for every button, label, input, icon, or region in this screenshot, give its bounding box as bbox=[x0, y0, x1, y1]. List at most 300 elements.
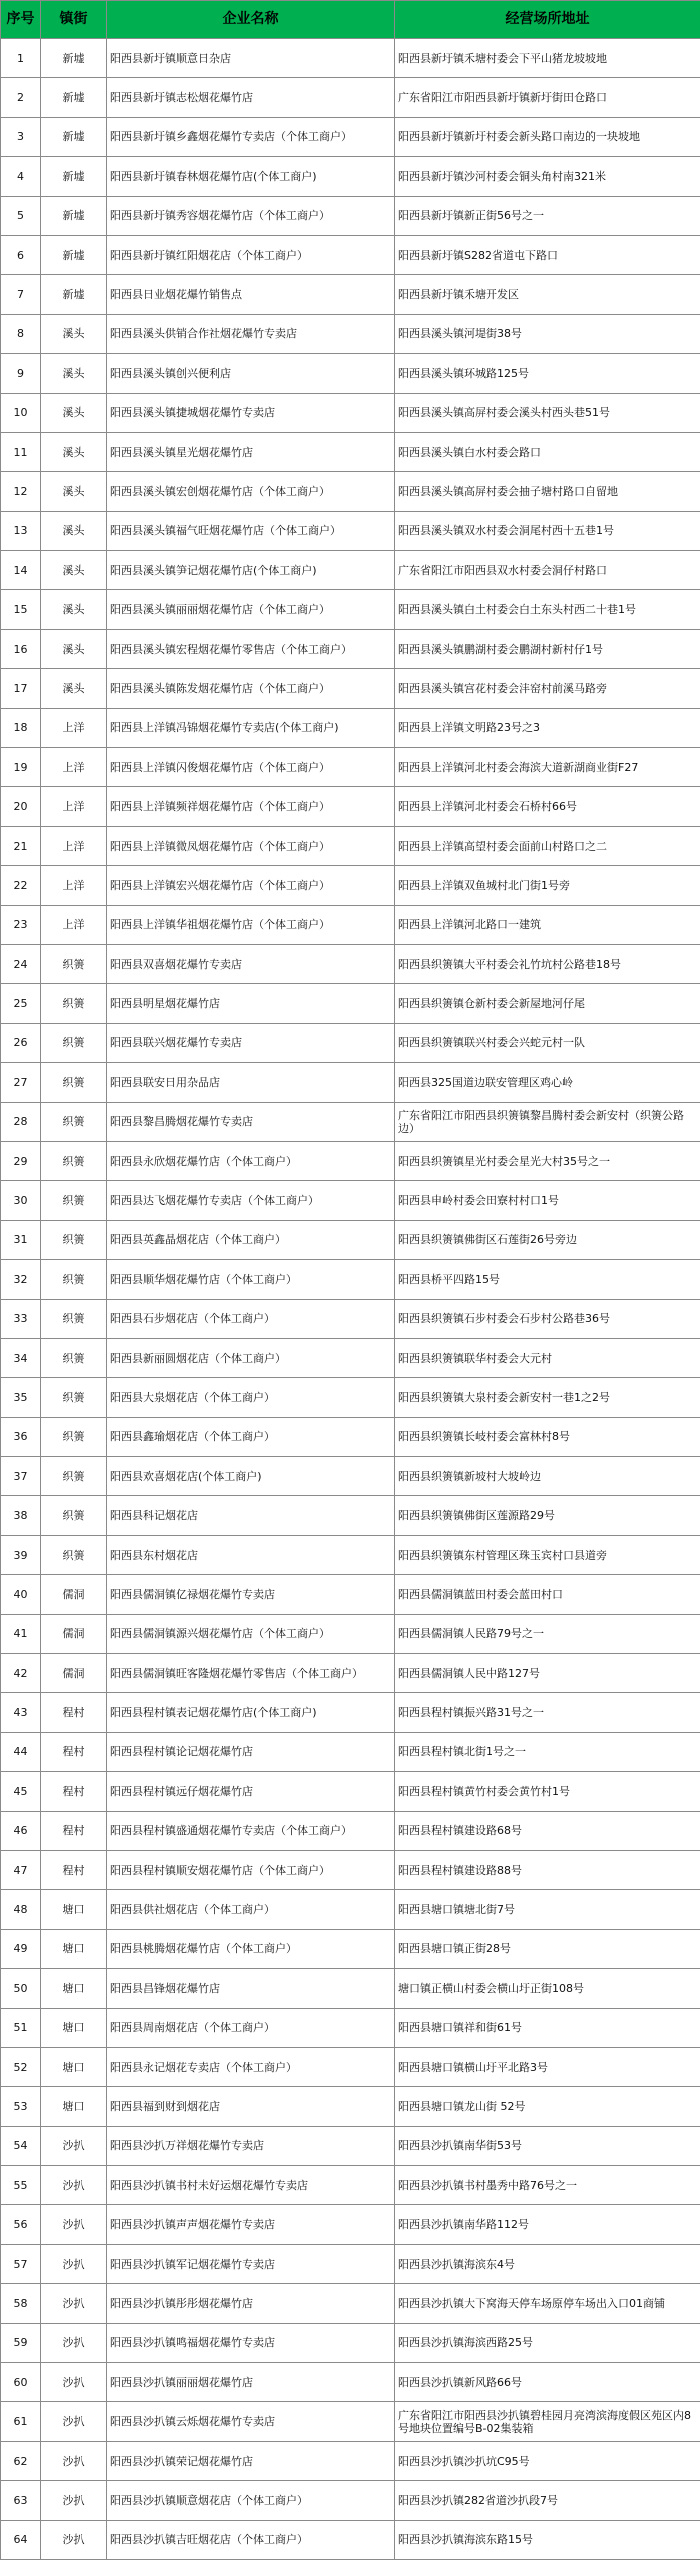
cell-no: 12 bbox=[1, 472, 41, 511]
cell-name: 阳西县上洋镇微凤烟花爆竹店（个体工商户） bbox=[107, 826, 395, 865]
table-row bbox=[1, 2047, 700, 2086]
table-row bbox=[1, 629, 700, 668]
cell-no: 34 bbox=[1, 1338, 41, 1377]
cell-name: 阳西县程村镇顺安烟花爆竹店（个体工商户） bbox=[107, 1850, 395, 1889]
cell-name: 阳西县溪头镇笋记烟花爆竹店(个体工商户) bbox=[107, 551, 395, 590]
table-row bbox=[1, 748, 700, 787]
cell-name: 阳西县供社烟花店（个体工商户） bbox=[107, 1890, 395, 1929]
cell-town: 塘口 bbox=[41, 1969, 107, 2008]
cell-addr: 阳西县织箦镇仓新村委会新屋地河仔尾 bbox=[395, 984, 700, 1023]
cell-no: 38 bbox=[1, 1496, 41, 1535]
cell-addr: 阳西县沙扒镇南华街53号 bbox=[395, 2126, 700, 2165]
cell-name: 阳西县双喜烟花爆竹专卖店 bbox=[107, 944, 395, 983]
cell-addr: 阳西县儒洞镇人民中路127号 bbox=[395, 1654, 700, 1693]
table-row bbox=[1, 866, 700, 905]
cell-name: 阳西县新圩镇志松烟花爆竹店 bbox=[107, 78, 395, 117]
cell-town: 沙扒 bbox=[41, 2166, 107, 2205]
cell-town: 溪头 bbox=[41, 432, 107, 471]
cell-town: 沙扒 bbox=[41, 2284, 107, 2323]
cell-town: 儒洞 bbox=[41, 1654, 107, 1693]
cell-name: 阳西县程村镇远仔烟花爆竹店 bbox=[107, 1772, 395, 1811]
cell-name: 阳西县福到财到烟花店 bbox=[107, 2087, 395, 2126]
cell-name: 阳西县溪头镇福气旺烟花爆竹店（个体工商户） bbox=[107, 511, 395, 550]
cell-town: 程村 bbox=[41, 1693, 107, 1732]
cell-addr: 阳西县沙扒镇海滨东4号 bbox=[395, 2244, 700, 2283]
table-row bbox=[1, 1772, 700, 1811]
table-row bbox=[1, 551, 700, 590]
table-row bbox=[1, 2481, 700, 2520]
cell-no: 26 bbox=[1, 1023, 41, 1062]
cell-town: 织箦 bbox=[41, 1220, 107, 1259]
cell-addr: 阳西县上洋镇高望村委会面前山村路口之二 bbox=[395, 826, 700, 865]
cell-town: 沙扒 bbox=[41, 2244, 107, 2283]
table-row bbox=[1, 2363, 700, 2402]
cell-addr: 阳西县溪头镇宫花村委会沣窑村前溪马路旁 bbox=[395, 669, 700, 708]
cell-town: 织箦 bbox=[41, 1260, 107, 1299]
cell-no: 13 bbox=[1, 511, 41, 550]
cell-no: 51 bbox=[1, 2008, 41, 2047]
cell-town: 新墟 bbox=[41, 157, 107, 196]
cell-name: 阳西县溪头镇星光烟花爆竹店 bbox=[107, 432, 395, 471]
cell-addr: 阳西县儒洞镇人民路79号之一 bbox=[395, 1614, 700, 1653]
cell-town: 织箦 bbox=[41, 1417, 107, 1456]
cell-addr: 阳西县织箦镇石步村委会石步村公路巷36号 bbox=[395, 1299, 700, 1338]
cell-no: 22 bbox=[1, 866, 41, 905]
cell-no: 19 bbox=[1, 748, 41, 787]
cell-addr: 阳西县程村镇黄竹村委会黄竹村1号 bbox=[395, 1772, 700, 1811]
cell-addr: 阳西县程村镇振兴路31号之一 bbox=[395, 1693, 700, 1732]
cell-town: 上洋 bbox=[41, 866, 107, 905]
cell-town: 溪头 bbox=[41, 314, 107, 353]
cell-no: 16 bbox=[1, 629, 41, 668]
cell-name: 阳西县程村镇表记烟花爆竹店(个体工商户) bbox=[107, 1693, 395, 1732]
cell-addr: 阳西县溪头镇双水村委会洞尾村西十五巷1号 bbox=[395, 511, 700, 550]
table-row bbox=[1, 1102, 700, 1141]
table-row bbox=[1, 275, 700, 314]
table-row bbox=[1, 1457, 700, 1496]
cell-name: 阳西县新圩镇秀容烟花爆竹店（个体工商户） bbox=[107, 196, 395, 235]
cell-addr: 阳西县溪头镇环城路125号 bbox=[395, 354, 700, 393]
cell-town: 程村 bbox=[41, 1811, 107, 1850]
cell-town: 沙扒 bbox=[41, 2402, 107, 2441]
cell-no: 60 bbox=[1, 2363, 41, 2402]
cell-no: 4 bbox=[1, 157, 41, 196]
header-no: 序号 bbox=[1, 1, 41, 39]
cell-town: 沙扒 bbox=[41, 2481, 107, 2520]
cell-addr: 阳西县上洋镇双鱼城村北门街1号旁 bbox=[395, 866, 700, 905]
cell-addr: 阳西县织箦镇联兴村委会兴蛇元村一队 bbox=[395, 1023, 700, 1062]
cell-no: 28 bbox=[1, 1102, 41, 1141]
table-row bbox=[1, 511, 700, 550]
cell-addr: 阳西县织箦镇佛街区石莲街26号旁边 bbox=[395, 1220, 700, 1259]
cell-name: 阳西县上洋镇冯锦烟花爆竹专卖店(个体工商户) bbox=[107, 708, 395, 747]
cell-addr: 阳西县溪头镇白土村委会白土东头村西二十巷1号 bbox=[395, 590, 700, 629]
cell-no: 44 bbox=[1, 1732, 41, 1771]
cell-addr: 阳西县上洋镇河北路口一建筑 bbox=[395, 905, 700, 944]
cell-addr: 阳西县塘口镇龙山街 52号 bbox=[395, 2087, 700, 2126]
cell-addr: 阳西县织箦镇星光村委会星光大村35号之一 bbox=[395, 1141, 700, 1180]
cell-town: 溪头 bbox=[41, 472, 107, 511]
cell-town: 上洋 bbox=[41, 826, 107, 865]
cell-addr: 阳西县新圩镇S282省道屯下路口 bbox=[395, 235, 700, 274]
cell-no: 21 bbox=[1, 826, 41, 865]
cell-addr: 阳西县沙扒镇南华路112号 bbox=[395, 2205, 700, 2244]
cell-no: 63 bbox=[1, 2481, 41, 2520]
table-row bbox=[1, 1969, 700, 2008]
header-row bbox=[1, 1, 700, 39]
cell-no: 52 bbox=[1, 2047, 41, 2086]
cell-name: 阳西县沙扒镇军记烟花爆竹专卖店 bbox=[107, 2244, 395, 2283]
table-row bbox=[1, 1811, 700, 1850]
cell-no: 20 bbox=[1, 787, 41, 826]
cell-no: 62 bbox=[1, 2441, 41, 2480]
table-row bbox=[1, 2244, 700, 2283]
table-row bbox=[1, 2008, 700, 2047]
cell-no: 40 bbox=[1, 1575, 41, 1614]
cell-addr: 阳西县织箦镇东村管理区珠玉宾村口县道旁 bbox=[395, 1535, 700, 1574]
table-row bbox=[1, 984, 700, 1023]
cell-no: 9 bbox=[1, 354, 41, 393]
table-row bbox=[1, 432, 700, 471]
cell-addr: 阳西县溪头镇高屏村委会抽子塘村路口自留地 bbox=[395, 472, 700, 511]
cell-no: 36 bbox=[1, 1417, 41, 1456]
cell-town: 溪头 bbox=[41, 629, 107, 668]
cell-town: 织箦 bbox=[41, 1141, 107, 1180]
cell-addr: 广东省阳江市阳西县沙扒镇碧桂园月亮湾滨海度假区苑区内8号地块位置编号B-02集装箱 bbox=[395, 2402, 700, 2441]
cell-addr: 阳西县新圩镇新正街56号之一 bbox=[395, 196, 700, 235]
cell-name: 阳西县溪头供销合作社烟花爆竹专卖店 bbox=[107, 314, 395, 353]
cell-addr: 阳西县程村镇建设路88号 bbox=[395, 1850, 700, 1889]
cell-no: 53 bbox=[1, 2087, 41, 2126]
header-name: 企业名称 bbox=[107, 1, 395, 39]
cell-name: 阳西县上洋镇宏兴烟花爆竹店（个体工商户） bbox=[107, 866, 395, 905]
cell-town: 新墟 bbox=[41, 235, 107, 274]
cell-addr: 阳西县织箦镇佛街区莲源路29号 bbox=[395, 1496, 700, 1535]
cell-addr: 广东省阳江市阳西县织箦镇黎昌腾村委会新安村（织箦公路边） bbox=[395, 1102, 700, 1141]
cell-addr: 阳西县沙扒镇新风路66号 bbox=[395, 2363, 700, 2402]
table-row bbox=[1, 1260, 700, 1299]
table-row bbox=[1, 2402, 700, 2441]
cell-town: 织箦 bbox=[41, 984, 107, 1023]
cell-no: 57 bbox=[1, 2244, 41, 2283]
cell-addr: 阳西县塘口镇祥和街61号 bbox=[395, 2008, 700, 2047]
cell-town: 新墟 bbox=[41, 39, 107, 78]
cell-town: 程村 bbox=[41, 1772, 107, 1811]
cell-name: 阳西县沙扒镇顺意烟花店（个体工商户） bbox=[107, 2481, 395, 2520]
cell-name: 阳西县沙扒镇云烁烟花爆竹专卖店 bbox=[107, 2402, 395, 2441]
header-town: 镇街 bbox=[41, 1, 107, 39]
cell-addr: 阳西县织箦镇新坡村大坡岭边 bbox=[395, 1457, 700, 1496]
cell-no: 8 bbox=[1, 314, 41, 353]
cell-name: 阳西县石步烟花店（个体工商户） bbox=[107, 1299, 395, 1338]
cell-addr: 阳西县沙扒镇大下窝海天停车场原停车场出入口01商铺 bbox=[395, 2284, 700, 2323]
cell-name: 阳西县明星烟花爆竹店 bbox=[107, 984, 395, 1023]
cell-name: 阳西县黎昌腾烟花爆竹专卖店 bbox=[107, 1102, 395, 1141]
cell-no: 45 bbox=[1, 1772, 41, 1811]
cell-no: 32 bbox=[1, 1260, 41, 1299]
cell-no: 25 bbox=[1, 984, 41, 1023]
table-row bbox=[1, 2166, 700, 2205]
cell-town: 程村 bbox=[41, 1732, 107, 1771]
cell-addr: 阳西县溪头镇河堤街38号 bbox=[395, 314, 700, 353]
cell-addr: 阳西县溪头镇鹏湖村委会鹏湖村新村仔1号 bbox=[395, 629, 700, 668]
cell-no: 15 bbox=[1, 590, 41, 629]
table-row bbox=[1, 1575, 700, 1614]
cell-no: 11 bbox=[1, 432, 41, 471]
table-row bbox=[1, 1693, 700, 1732]
cell-no: 2 bbox=[1, 78, 41, 117]
table-row bbox=[1, 1378, 700, 1417]
table-row bbox=[1, 1220, 700, 1259]
cell-addr: 阳西县溪头镇白水村委会路口 bbox=[395, 432, 700, 471]
cell-addr: 阳西县塘口镇正街28号 bbox=[395, 1929, 700, 1968]
table-row bbox=[1, 2205, 700, 2244]
cell-town: 上洋 bbox=[41, 905, 107, 944]
cell-name: 阳西县昌锋烟花爆竹店 bbox=[107, 1969, 395, 2008]
table-row bbox=[1, 393, 700, 432]
cell-addr: 阳西县沙扒镇沙扒坑C95号 bbox=[395, 2441, 700, 2480]
cell-town: 沙扒 bbox=[41, 2126, 107, 2165]
cell-name: 阳西县溪头镇丽丽烟花爆竹店（个体工商户） bbox=[107, 590, 395, 629]
cell-addr: 阳西县沙扒镇282省道沙扒段7号 bbox=[395, 2481, 700, 2520]
cell-name: 阳西县永欣烟花爆竹店（个体工商户） bbox=[107, 1141, 395, 1180]
cell-no: 6 bbox=[1, 235, 41, 274]
table-body bbox=[1, 39, 700, 2560]
cell-name: 阳西县欢喜烟花店(个体工商户) bbox=[107, 1457, 395, 1496]
cell-name: 阳西县永记烟花专卖店（个体工商户） bbox=[107, 2047, 395, 2086]
cell-name: 阳西县科记烟花店 bbox=[107, 1496, 395, 1535]
table-row bbox=[1, 1850, 700, 1889]
cell-town: 溪头 bbox=[41, 590, 107, 629]
cell-name: 阳西县新圩镇顺意日杂店 bbox=[107, 39, 395, 78]
cell-town: 塘口 bbox=[41, 2087, 107, 2126]
cell-name: 阳西县溪头镇捷城烟花爆竹专卖店 bbox=[107, 393, 395, 432]
table-row bbox=[1, 39, 700, 78]
cell-no: 46 bbox=[1, 1811, 41, 1850]
cell-addr: 阳西县塘口镇横山圩平北路3号 bbox=[395, 2047, 700, 2086]
cell-addr: 阳西县新圩镇禾塘开发区 bbox=[395, 275, 700, 314]
table-row bbox=[1, 2284, 700, 2323]
cell-addr: 塘口镇正横山村委会横山圩正街108号 bbox=[395, 1969, 700, 2008]
cell-name: 阳西县英鑫晶烟花店（个体工商户） bbox=[107, 1220, 395, 1259]
header-addr: 经营场所地址 bbox=[395, 1, 700, 39]
cell-town: 儒洞 bbox=[41, 1575, 107, 1614]
cell-name: 阳西县沙扒镇书村未好运烟花爆竹专卖店 bbox=[107, 2166, 395, 2205]
cell-town: 沙扒 bbox=[41, 2323, 107, 2362]
cell-no: 56 bbox=[1, 2205, 41, 2244]
cell-town: 溪头 bbox=[41, 393, 107, 432]
cell-town: 织箦 bbox=[41, 1457, 107, 1496]
cell-no: 10 bbox=[1, 393, 41, 432]
cell-no: 61 bbox=[1, 2402, 41, 2441]
cell-town: 织箦 bbox=[41, 1102, 107, 1141]
cell-name: 阳西县儒洞镇源兴烟花爆竹店（个体工商户） bbox=[107, 1614, 395, 1653]
table-row bbox=[1, 235, 700, 274]
cell-no: 30 bbox=[1, 1181, 41, 1220]
cell-no: 49 bbox=[1, 1929, 41, 1968]
cell-no: 54 bbox=[1, 2126, 41, 2165]
cell-addr: 阳西县上洋镇河北村委会石桥村66号 bbox=[395, 787, 700, 826]
cell-no: 42 bbox=[1, 1654, 41, 1693]
table-row bbox=[1, 787, 700, 826]
table-row bbox=[1, 2126, 700, 2165]
cell-town: 新墟 bbox=[41, 78, 107, 117]
cell-no: 48 bbox=[1, 1890, 41, 1929]
cell-name: 阳西县鑫瑜烟花店（个体工商户） bbox=[107, 1417, 395, 1456]
cell-town: 织箦 bbox=[41, 1338, 107, 1377]
cell-no: 64 bbox=[1, 2520, 41, 2559]
table-row bbox=[1, 590, 700, 629]
cell-no: 37 bbox=[1, 1457, 41, 1496]
cell-town: 儒洞 bbox=[41, 1614, 107, 1653]
cell-town: 沙扒 bbox=[41, 2520, 107, 2559]
cell-town: 溪头 bbox=[41, 354, 107, 393]
cell-name: 阳西县新圩镇红阳烟花店（个体工商户） bbox=[107, 235, 395, 274]
cell-addr: 广东省阳江市阳西县双水村委会洞仔村路口 bbox=[395, 551, 700, 590]
cell-name: 阳西县周南烟花店（个体工商户） bbox=[107, 2008, 395, 2047]
cell-name: 阳西县上洋镇闪俊烟花爆竹店（个体工商户） bbox=[107, 748, 395, 787]
cell-addr: 阳西县程村镇建设路68号 bbox=[395, 1811, 700, 1850]
cell-town: 织箦 bbox=[41, 1378, 107, 1417]
cell-addr: 阳西县沙扒镇海滨东路15号 bbox=[395, 2520, 700, 2559]
cell-town: 织箦 bbox=[41, 1496, 107, 1535]
cell-no: 18 bbox=[1, 708, 41, 747]
table-row bbox=[1, 157, 700, 196]
cell-town: 织箦 bbox=[41, 1535, 107, 1574]
cell-town: 上洋 bbox=[41, 748, 107, 787]
cell-town: 织箦 bbox=[41, 1063, 107, 1102]
cell-town: 沙扒 bbox=[41, 2363, 107, 2402]
table-row bbox=[1, 117, 700, 156]
cell-name: 阳西县达飞烟花爆竹专卖店（个体工商户） bbox=[107, 1181, 395, 1220]
cell-town: 程村 bbox=[41, 1850, 107, 1889]
table-row bbox=[1, 905, 700, 944]
cell-no: 35 bbox=[1, 1378, 41, 1417]
cell-name: 阳西县上洋镇频祥烟花爆竹店（个体工商户） bbox=[107, 787, 395, 826]
cell-town: 塘口 bbox=[41, 1890, 107, 1929]
cell-no: 1 bbox=[1, 39, 41, 78]
cell-addr: 阳西县桥平四路15号 bbox=[395, 1260, 700, 1299]
cell-no: 58 bbox=[1, 2284, 41, 2323]
cell-addr: 阳西县溪头镇高屏村委会溪头村西头巷51号 bbox=[395, 393, 700, 432]
cell-name: 阳西县联安日用杂品店 bbox=[107, 1063, 395, 1102]
cell-no: 31 bbox=[1, 1220, 41, 1259]
table-row bbox=[1, 1417, 700, 1456]
cell-addr: 阳西县织箦镇大泉村委会新安村一巷1之2号 bbox=[395, 1378, 700, 1417]
cell-name: 阳西县桃腾烟花爆竹店（个体工商户） bbox=[107, 1929, 395, 1968]
table-row bbox=[1, 314, 700, 353]
cell-name: 阳西县联兴烟花爆竹专卖店 bbox=[107, 1023, 395, 1062]
cell-name: 阳西县新圩镇春林烟花爆竹店(个体工商户) bbox=[107, 157, 395, 196]
cell-town: 织箦 bbox=[41, 1181, 107, 1220]
cell-no: 17 bbox=[1, 669, 41, 708]
cell-addr: 阳西县程村镇北街1号之一 bbox=[395, 1732, 700, 1771]
table-row bbox=[1, 669, 700, 708]
table-row bbox=[1, 1654, 700, 1693]
cell-town: 溪头 bbox=[41, 669, 107, 708]
table-row bbox=[1, 1732, 700, 1771]
table-row bbox=[1, 708, 700, 747]
cell-town: 塘口 bbox=[41, 1929, 107, 1968]
cell-name: 阳西县新丽圆烟花店（个体工商户） bbox=[107, 1338, 395, 1377]
cell-addr: 阳西县新圩镇禾塘村委会下平山猪龙坡坡地 bbox=[395, 39, 700, 78]
table-row bbox=[1, 1063, 700, 1102]
cell-town: 新墟 bbox=[41, 275, 107, 314]
table-row bbox=[1, 2087, 700, 2126]
cell-name: 阳西县新圩镇乡鑫烟花爆竹专卖店（个体工商户） bbox=[107, 117, 395, 156]
cell-no: 41 bbox=[1, 1614, 41, 1653]
cell-town: 新墟 bbox=[41, 196, 107, 235]
cell-addr: 广东省阳江市阳西县新圩镇新圩街田仓路口 bbox=[395, 78, 700, 117]
cell-name: 阳西县儒洞镇亿禄烟花爆竹专卖店 bbox=[107, 1575, 395, 1614]
cell-addr: 阳西县织箦镇大平村委会礼竹坑村公路巷18号 bbox=[395, 944, 700, 983]
cell-addr: 阳西县沙扒镇书村墨秀中路76号之一 bbox=[395, 2166, 700, 2205]
cell-no: 5 bbox=[1, 196, 41, 235]
table-row bbox=[1, 1141, 700, 1180]
cell-town: 织箦 bbox=[41, 944, 107, 983]
cell-town: 上洋 bbox=[41, 787, 107, 826]
cell-addr: 阳西县沙扒镇海滨西路25号 bbox=[395, 2323, 700, 2362]
cell-addr: 阳西县塘口镇塘北街7号 bbox=[395, 1890, 700, 1929]
cell-no: 47 bbox=[1, 1850, 41, 1889]
cell-name: 阳西县沙扒镇丽丽烟花爆竹店 bbox=[107, 2363, 395, 2402]
table-row bbox=[1, 354, 700, 393]
table-row bbox=[1, 826, 700, 865]
cell-addr: 阳西县织箦镇联华村委会大元村 bbox=[395, 1338, 700, 1377]
cell-addr: 阳西县新圩镇新圩村委会新头路口南边的一块坡地 bbox=[395, 117, 700, 156]
cell-no: 7 bbox=[1, 275, 41, 314]
table-row bbox=[1, 78, 700, 117]
table-row bbox=[1, 472, 700, 511]
cell-no: 29 bbox=[1, 1141, 41, 1180]
table-row bbox=[1, 1338, 700, 1377]
cell-name: 阳西县沙扒镇鸣福烟花爆竹专卖店 bbox=[107, 2323, 395, 2362]
table-row bbox=[1, 1535, 700, 1574]
cell-name: 阳西县日业烟花爆竹销售点 bbox=[107, 275, 395, 314]
cell-name: 阳西县大泉烟花店（个体工商户） bbox=[107, 1378, 395, 1417]
cell-name: 阳西县溪头镇陈发烟花爆竹店（个体工商户） bbox=[107, 669, 395, 708]
cell-name: 阳西县上洋镇华祖烟花爆竹店（个体工商户） bbox=[107, 905, 395, 944]
cell-addr: 阳西县申岭村委会田寮村村口1号 bbox=[395, 1181, 700, 1220]
cell-town: 溪头 bbox=[41, 551, 107, 590]
cell-name: 阳西县沙扒镇荣记烟花爆竹店 bbox=[107, 2441, 395, 2480]
cell-no: 59 bbox=[1, 2323, 41, 2362]
cell-town: 沙扒 bbox=[41, 2205, 107, 2244]
table-row bbox=[1, 2441, 700, 2480]
table-row bbox=[1, 944, 700, 983]
cell-no: 55 bbox=[1, 2166, 41, 2205]
cell-town: 塘口 bbox=[41, 2008, 107, 2047]
table-row bbox=[1, 1023, 700, 1062]
cell-no: 50 bbox=[1, 1969, 41, 2008]
cell-town: 新墟 bbox=[41, 117, 107, 156]
table-row bbox=[1, 1299, 700, 1338]
cell-no: 43 bbox=[1, 1693, 41, 1732]
table-row bbox=[1, 1614, 700, 1653]
cell-name: 阳西县程村镇论记烟花爆竹店 bbox=[107, 1732, 395, 1771]
cell-addr: 阳西县上洋镇文明路23号之3 bbox=[395, 708, 700, 747]
cell-no: 23 bbox=[1, 905, 41, 944]
table-row bbox=[1, 2520, 700, 2559]
cell-no: 3 bbox=[1, 117, 41, 156]
cell-name: 阳西县溪头镇宏程烟花爆竹零售店（个体工商户） bbox=[107, 629, 395, 668]
cell-name: 阳西县程村镇盛通烟花爆竹专卖店（个体工商户） bbox=[107, 1811, 395, 1850]
cell-name: 阳西县沙扒镇声声烟花爆竹专卖店 bbox=[107, 2205, 395, 2244]
cell-no: 33 bbox=[1, 1299, 41, 1338]
cell-name: 阳西县溪头镇宏创烟花爆竹店（个体工商户） bbox=[107, 472, 395, 511]
cell-addr: 阳西县新圩镇沙河村委会铜头角村南321米 bbox=[395, 157, 700, 196]
cell-addr: 阳西县织箦镇长岐村委会富林村8号 bbox=[395, 1417, 700, 1456]
